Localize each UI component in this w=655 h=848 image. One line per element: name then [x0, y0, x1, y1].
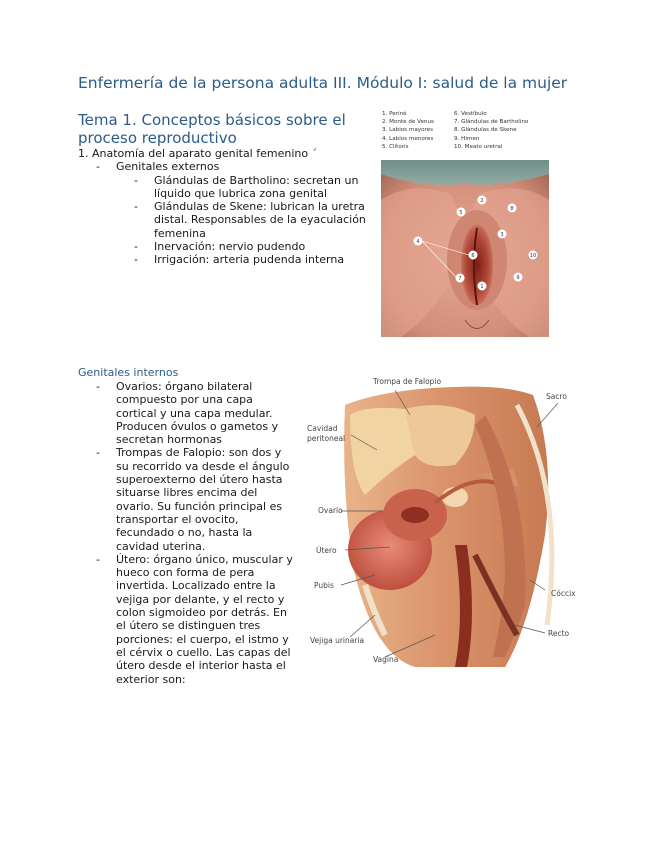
external-anatomy-figure	[381, 110, 549, 337]
marker-7: 7	[458, 276, 462, 282]
marker-8: 8	[510, 206, 514, 212]
external-list	[134, 174, 369, 267]
label-cavidad: Cavidad	[307, 424, 338, 433]
label-peritoneal: peritoneal	[307, 434, 346, 443]
list-item: - Ovarios: órgano bilateral compuesto por una capa cortical y una capa medular. Producen óvulos o gametos y secretan hormonas	[96, 380, 296, 446]
section-internal-heading: Genitales internos	[78, 366, 179, 379]
marker-6: 6	[471, 253, 475, 259]
label-recto: Recto	[548, 629, 570, 638]
marker-4: 4	[416, 239, 420, 245]
section-heading: 1. Anatomía del aparato genital femenino ´	[78, 147, 318, 160]
list-item: - Glándulas de Skene: lubrican la uretra distal. Responsables de la eyaculación femenina	[134, 200, 369, 240]
internal-list	[96, 380, 296, 686]
label-ovario: Ovario	[318, 506, 343, 515]
label-pubis: Pubis	[314, 581, 334, 590]
label-coccix: Cóccix	[551, 589, 576, 598]
label-vagina: Vagina	[373, 655, 399, 664]
sagittal-section-figure	[305, 375, 585, 667]
list-item: - Irrigación: arteria pudenda interna	[134, 253, 369, 266]
list-item: - Inervación: nervio pudendo	[134, 240, 369, 253]
label-trompa: Trompa de Falopio	[373, 377, 442, 386]
list-item: - Trompas de Falopio: son dos y su recorrido va desde el ángulo superoexterno del útero hasta situarse libres encima del ovario. Su función principal es transportar el ovocito, fecundado o no, hasta la cavidad uterina.	[96, 446, 296, 552]
anatomy-photo	[381, 160, 549, 337]
list-item: - Glándulas de Bartholino: secretan un líquido que lubrica zona genital	[134, 174, 369, 201]
figure-legend: 1. Periné 2. Monte de Venus 3. Labios mayores 4. Labios menores 5. Clítoris 6. Vestíbulo 7. Glándulas de Bartholino 8. Glándulas de Skene 9. Himen 10. Meato uretral	[381, 110, 549, 160]
subheading-externos: - Genitales externos	[96, 160, 378, 173]
marker-5: 5	[459, 210, 463, 216]
marker-3: 3	[500, 232, 504, 238]
list-item: - Útero: órgano único, muscular y hueco con forma de pera invertida. Localizado entre la vejiga por delante, y el recto y colon sigmoideo por detrás. En el útero se distinguen tres porciones: el cuerpo, el istmo y el cérvix o cuello. Las capas del útero desde el interior hasta el exterior son:	[96, 553, 296, 686]
label-sacro: Sacro	[546, 392, 567, 401]
section-external	[78, 147, 378, 267]
marker-9: 9	[516, 275, 520, 281]
label-vejiga: Vejiga urinaria	[310, 636, 365, 645]
label-utero: Útero	[316, 546, 337, 555]
marker-10: 10	[529, 253, 537, 259]
document-title: Enfermería de la persona adulta III. Módulo I: salud de la mujer	[78, 74, 568, 92]
marker-1: 1	[480, 284, 484, 290]
marker-2: 2	[480, 198, 484, 204]
topic-heading: Tema 1. Conceptos básicos sobre el proceso reproductivo	[78, 111, 346, 147]
